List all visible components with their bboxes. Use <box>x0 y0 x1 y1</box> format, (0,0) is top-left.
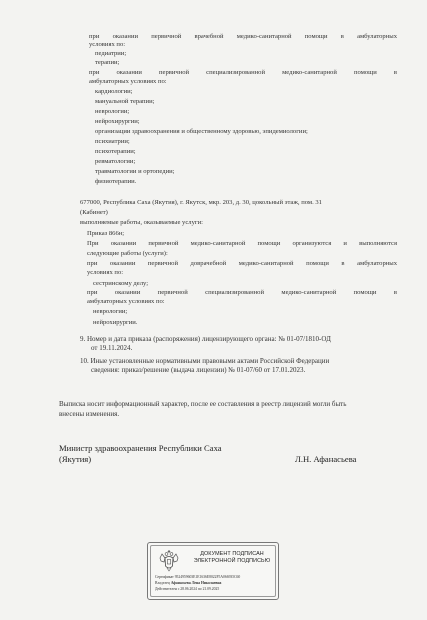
text-line: травматологии и ортопедии; <box>95 168 175 175</box>
text-line: амбулаторных условиях по: <box>87 298 165 305</box>
electronic-signature-stamp <box>147 542 279 600</box>
item-10-line: сведения: приказ/решение (выдача лицензии) № 01-07/60 от 17.01.2023. <box>91 366 306 374</box>
text-line: мануальной терапии; <box>95 98 155 105</box>
text-line: кардиологии; <box>95 88 133 95</box>
item-9-line: от 19.11.2024. <box>91 344 133 352</box>
signatory-name: Л.Н. Афанасьева <box>295 454 357 464</box>
text-line: нейрохирургии. <box>93 319 138 326</box>
stamp-subtitle: ЭЛЕКТРОННОЙ ПОДПИСЬЮ <box>193 558 271 564</box>
text-line: (Кабинет) <box>80 209 108 216</box>
text-line: 677000, Республика Саха (Якутия), г. Якутск, мкр. 203, д. 30, цокольный этаж, пом. 31 <box>80 199 322 206</box>
stamp-certificate: Сертификат 9524959603E1E1636E8022F5A066935C60 <box>155 575 241 579</box>
item-10-line: 10. Иные установленные нормативными правовыми актами Российской Федерации <box>80 357 330 365</box>
text-line: при оказании первичной специализированной медико-санитарной помощи в <box>89 69 397 76</box>
disclaimer-line: Выписка носит информационный характер, после ее составления в реестр лицензий могли быть <box>59 400 347 408</box>
text-line: психотерапии; <box>95 148 136 155</box>
text-line: неврологии; <box>95 108 130 115</box>
text-line: амбулаторных условиях по: <box>89 78 167 85</box>
item-9-line: 9. Номер и дата приказа (распоряжения) лицензирующего органа: № 01-07/1810-ОД <box>80 335 331 343</box>
text-line: при оказании первичной доврачебной медико-санитарной помощи в амбулаторных <box>87 260 397 267</box>
text-line: сестринскому делу; <box>93 280 149 287</box>
text-line: При оказании первичной медико-санитарной помощи организуются и выполняются <box>87 240 397 247</box>
text-line: ревматологии; <box>95 158 136 165</box>
text-line: при оказании первичной специализированной медико-санитарной помощи в <box>87 289 397 296</box>
text-line: неврологии; <box>93 308 128 315</box>
signatory-position-region: (Якутия) <box>59 454 92 464</box>
text-line: выполняемые работы, оказываемые услуги: <box>80 219 203 226</box>
text-line: условиях по: <box>89 41 126 48</box>
stamp-validity: Действителен с 28.06.2024 по 21.09.2025 <box>155 587 220 591</box>
text-line: организации здравоохранения и общественному здоровью, эпидемиологии; <box>95 128 308 135</box>
text-line: физиотерапии. <box>95 178 137 185</box>
stamp-owner-name: Афанасьева Лена Николаевна <box>170 581 222 585</box>
text-line: терапии; <box>95 59 120 66</box>
text-line: психиатрии; <box>95 138 130 145</box>
text-line: педиатрии; <box>95 50 127 57</box>
stamp-owner-label: Владелец <box>155 581 170 585</box>
stamp-title: ДОКУМЕНТ ПОДПИСАН <box>200 551 264 557</box>
stamp-owner <box>155 581 221 586</box>
signatory-position: Министр здравоохранения Республики Саха <box>59 443 222 453</box>
coat-of-arms-icon <box>157 549 181 573</box>
text-line: при оказании первичной врачебной медико-санитарной помощи в амбулаторных <box>89 33 397 40</box>
text-line: нейрохирургии; <box>95 118 140 125</box>
disclaimer-line: внесены изменения. <box>59 410 120 418</box>
text-line: следующие работы (услуги): <box>87 250 168 257</box>
text-line: Приказ 866н; <box>87 230 125 237</box>
text-line: условиях по: <box>87 269 124 276</box>
